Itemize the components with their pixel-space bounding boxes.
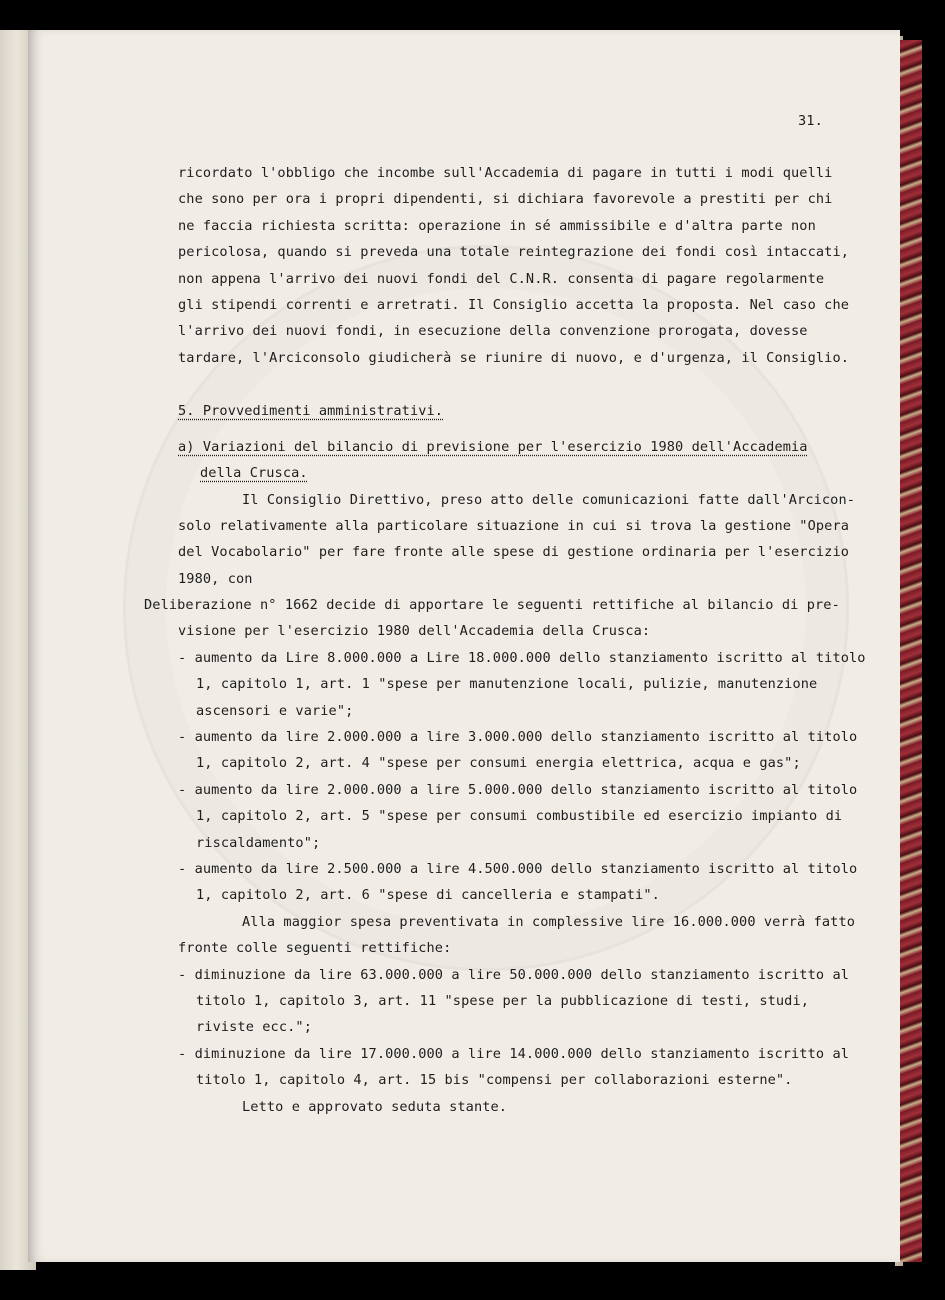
resolution-line: visione per l'esercizio 1980 dell'Accademia della Crusca: [178,623,651,639]
marbled-binding [900,40,922,1262]
text-line: l'arrivo dei nuovi fondi, in esecuzione della convenzione prorogata, dovesse [178,323,808,339]
list-item-cont: ascensori e varie"; [196,703,354,719]
document-page [28,30,900,1262]
text-line: ne faccia richiesta scritta: operazione in sé ammissibile e d'altra parte non [178,218,816,234]
list-item: - diminuzione da lire 17.000.000 a lire 14.000.000 dello stanziamento iscritto al [178,1046,850,1062]
page-number: 31. [798,113,823,129]
list-item-cont: riscaldamento"; [196,835,321,851]
paragraph-line: 1980, con [178,571,253,587]
text-line: ricordato l'obbligo che incombe sull'Accademia di pagare in tutti i modi quelli [178,165,833,181]
paragraph-line: Alla maggior spesa preventivata in complessive lire 16.000.000 verrà fatto [242,914,856,930]
text-line: che sono per ora i propri dipendenti, si dichiara favorevole a prestiti per chi [178,191,833,207]
text-line: tardare, l'Arciconsolo giudicherà se riunire di nuovo, e d'urgenza, il Consiglio. [178,350,850,366]
subsection-heading: a) Variazioni del bilancio di previsione per l'esercizio 1980 dell'Accademia [178,439,808,455]
list-item: - aumento da lire 2.000.000 a lire 5.000.000 dello stanziamento iscritto al titolo [178,782,858,798]
subsection-heading-cont: della Crusca. [200,465,308,481]
paragraph-line: solo relativamente alla particolare situazione in cui si trova la gestione "Opera [178,518,850,534]
list-item-cont: titolo 1, capitolo 4, art. 15 bis "compensi per collaborazioni esterne". [196,1072,793,1088]
paragraph-line: fronte colle seguenti rettifiche: [178,940,452,956]
paragraph-line: del Vocabolario" per fare fronte alle spese di gestione ordinaria per l'esercizio [178,544,850,560]
list-item-cont: 1, capitolo 2, art. 6 "spese di cancelleria e stampati". [196,887,660,903]
list-item: - aumento da lire 2.500.000 a lire 4.500.000 dello stanziamento iscritto al titolo [178,861,858,877]
list-item-cont: titolo 1, capitolo 3, art. 11 "spese per la pubblicazione di testi, studi, [196,993,810,1009]
closing-line: Letto e approvato seduta stante. [242,1099,508,1115]
list-item-cont: riviste ecc."; [196,1019,312,1035]
text-line: pericolosa, quando si preveda una totale reintegrazione dei fondi così intaccati, [178,244,850,260]
list-item-cont: 1, capitolo 2, art. 5 "spese per consumi combustibile ed esercizio impianto di [196,808,843,824]
section-heading: 5. Provvedimenti amministrativi. [178,403,444,419]
text-line: gli stipendi correnti e arretrati. Il Consiglio accetta la proposta. Nel caso che [178,297,850,313]
list-item: - aumento da Lire 8.000.000 a Lire 18.000.000 dello stanziamento iscritto al titolo [178,650,866,666]
text-line: non appena l'arrivo dei nuovi fondi del C.N.R. consenta di pagare regolarmente [178,271,825,287]
list-item: - diminuzione da lire 63.000.000 a lire 50.000.000 dello stanziamento iscritto al [178,967,850,983]
paragraph-line: Il Consiglio Direttivo, preso atto delle comunicazioni fatte dall'Arcicon- [242,492,856,508]
list-item: - aumento da lire 2.000.000 a lire 3.000.000 dello stanziamento iscritto al titolo [178,729,858,745]
resolution-line: Deliberazione n° 1662 decide di apportare le seguenti rettifiche al bilancio di pre- [144,597,840,613]
list-item-cont: 1, capitolo 2, art. 4 "spese per consumi energia elettrica, acqua e gas"; [196,755,801,771]
list-item-cont: 1, capitolo 1, art. 1 "spese per manutenzione locali, pulizie, manutenzione [196,676,818,692]
